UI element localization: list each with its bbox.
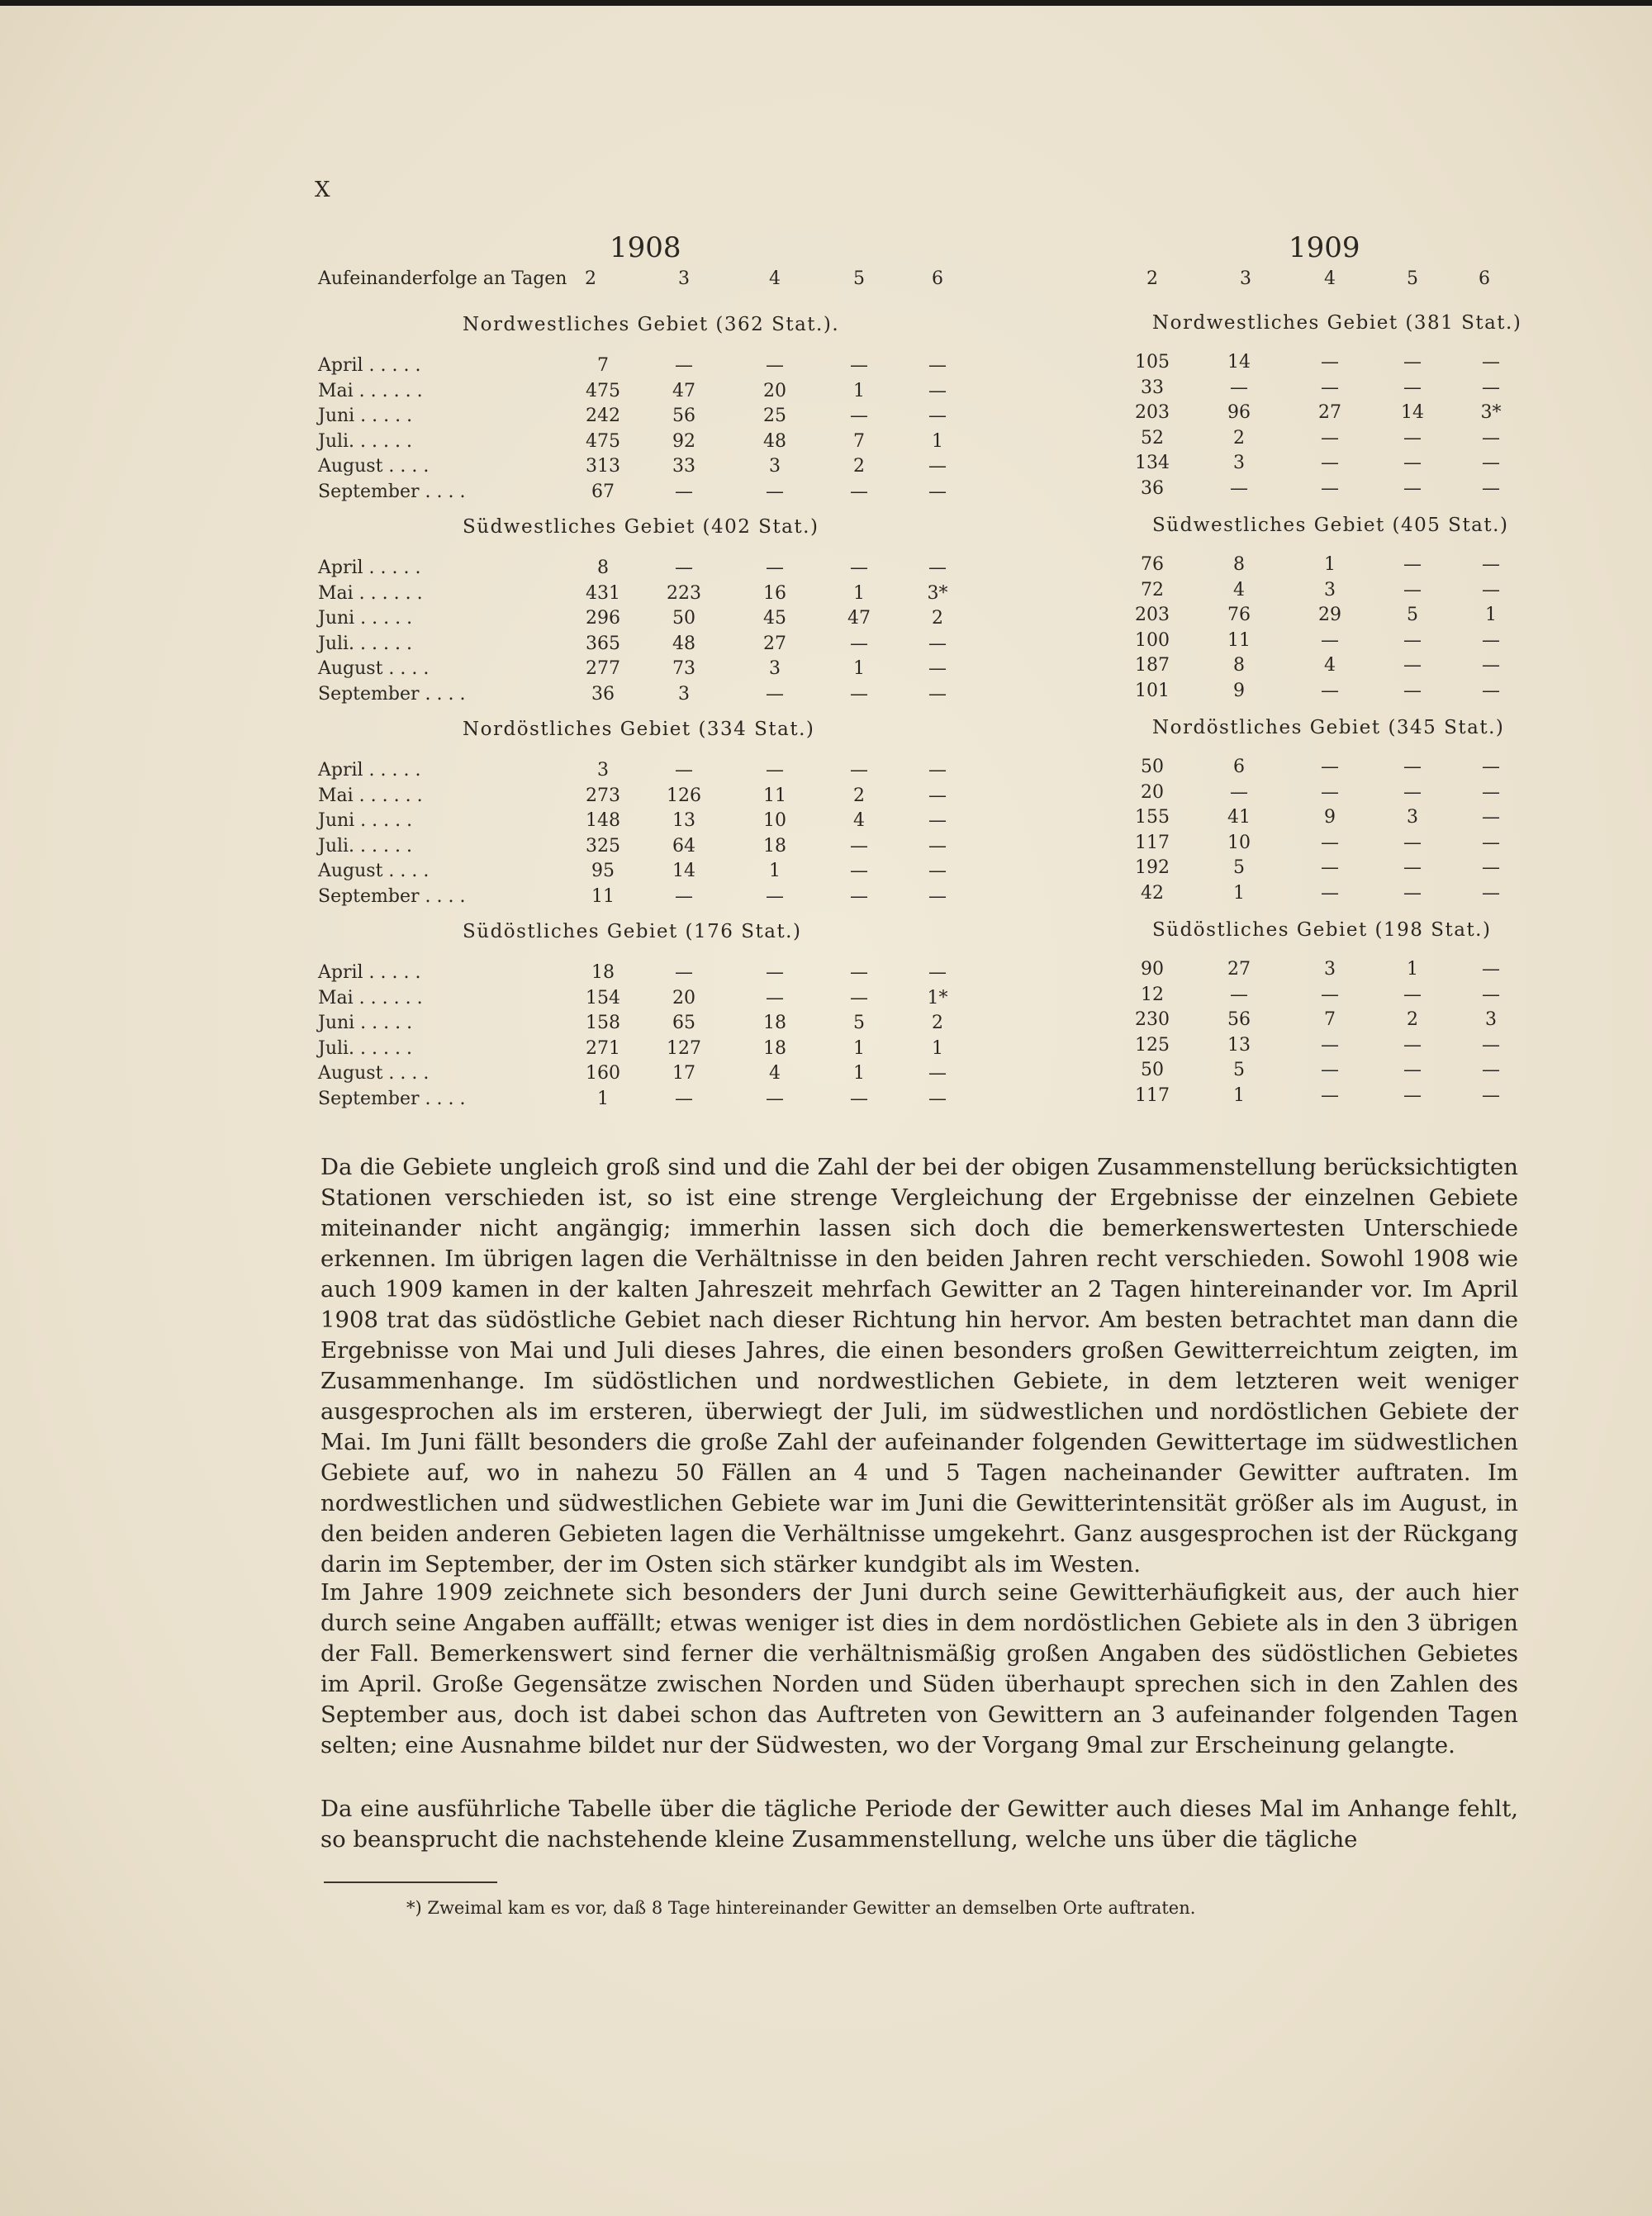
- paragraph-2-text: Im Jahre 1909 zeichnete sich besonders der Juni durch seine Gewitterhäufigkeit aus, der auch hier durch seine Angaben auffällt; etwas weniger ist dies in dem nordöstlichen Gebiete als in den 3 übrigen der Fall. Bemerkenswert sind ferner die verhältnismäßig großen Angaben des südöstlichen Gebietes im April. Große Gegensätze zwischen Norden und Süden überhaupt sprechen sich in den Zahlen des September aus, doch ist dabei schon das Auftreten von Gewittern an 3 aufeinander folgenden Tagen selten; eine Ausnahme bildet nur der Südwesten, wo der Vorgang 9mal zur Erscheinung gelangte.: [320, 1579, 1518, 1758]
- table-cell-1908: 431: [586, 582, 620, 604]
- table-cell-1908: —: [850, 481, 868, 502]
- table-cell-1908: —: [675, 962, 693, 983]
- table-cell-1908: —: [850, 355, 868, 376]
- section-title-1908: Südöstliches Gebiet (176 Stat.): [463, 921, 802, 942]
- table-cell-1909: 134: [1135, 453, 1170, 473]
- day-col-1908: 3: [678, 268, 690, 289]
- paragraph-1: [320, 1152, 1518, 1580]
- table-cell-1908: 47: [847, 608, 871, 629]
- table-cell-1909: —: [1403, 579, 1422, 600]
- table-cell-1909: —: [1403, 1060, 1422, 1080]
- month-label: Mai . . . . . .: [318, 987, 423, 1008]
- table-cell-1908: 277: [586, 658, 620, 679]
- table-cell-1909: —: [1482, 629, 1500, 651]
- paragraph-1-text: Da die Gebiete ungleich groß sind und die Zahl der bei der obigen Zusammenstellung berücksichtigten Stationen verschieden ist, so ist eine strenge Vergleichung der Ergebnisse der einzelnen Gebiete miteinander nicht angängig; immerhin lassen sich doch die bemerkenswertesten Unterschiede erkennen. Im übrigen lagen die Verhältnisse in den beiden Jahren recht verschieden. Sowohl 1908 wie auch 1909 kamen in der kalten Jahreszeit mehrfach Gewitter an 2 Tagen hintereinander vor. Im April 1908 trat das südöstliche Gebiet nach dieser Richtung hin hervor. Am besten betrachtet man dann die Ergebnisse von Mai und Juli dieses Jahres, die einen besonders großen Gewitterreichtum zeigten, im Zusammenhange. Im südöstlichen und nordwestlichen Gebiete, in dem letzteren weit weniger ausgesprochen als im ersteren, überwiegt der Juli, im südwestlichen und nordöstlichen Gebiete der Mai. Im Juni fällt besonders die große Zahl der aufeinander folgenden Gewittertage im südwestlichen Gebiete auf, wo in nahezu 50 Fällen an 4 und 5 Tagen nacheinander Gewitter auftraten. Im nordwestlichen und südwestlichen Gebiete war im Juni die Gewitterintensität größer als im August, in den beiden anderen Gebieten lagen die Verhältnisse umgekehrt. Ganz ausgesprochen ist der Rückgang darin im September, der im Osten sich stärker kundgibt als im Westen.: [320, 1154, 1518, 1578]
- month-label: September . . . .: [318, 1088, 466, 1109]
- table-cell-1908: 5: [853, 1013, 865, 1033]
- table-cell-1908: 223: [667, 582, 701, 604]
- table-cell-1908: 1: [769, 861, 781, 881]
- table-cell-1909: —: [1482, 807, 1500, 828]
- table-cell-1908: —: [766, 962, 784, 983]
- table-cell-1909: 7: [1324, 1009, 1336, 1030]
- table-cell-1908: —: [850, 885, 868, 907]
- month-label: Juni . . . . .: [318, 810, 413, 831]
- table-cell-1909: 125: [1135, 1034, 1170, 1056]
- day-col-1908: 2: [585, 268, 596, 289]
- table-cell-1909: 3: [1324, 959, 1336, 980]
- month-label: September . . . .: [318, 683, 466, 705]
- table-cell-1909: —: [1321, 757, 1339, 777]
- section-title-1909: Südwestliches Gebiet (405 Stat.): [1152, 515, 1509, 536]
- table-cell-1909: —: [1482, 1060, 1500, 1080]
- table-cell-1908: 2: [932, 1013, 943, 1033]
- table-cell-1908: —: [928, 355, 947, 376]
- paragraph-3-text: Da eine ausführliche Tabelle über die tägliche Periode der Gewitter auch dieses Mal im Anhange fehlt, so beansprucht die nachstehende kleine Zusammenstellung, welche uns über die tägliche: [320, 1796, 1518, 1853]
- table-cell-1909: —: [1403, 477, 1422, 499]
- table-cell-1908: 20: [763, 380, 786, 401]
- table-cell-1909: —: [1321, 882, 1339, 904]
- table-cell-1909: —: [1403, 453, 1422, 473]
- paragraph-3: [320, 1794, 1518, 1855]
- table-cell-1909: 100: [1135, 629, 1170, 651]
- table-cell-1908: —: [766, 885, 784, 907]
- table-cell-1908: 4: [769, 1063, 781, 1084]
- day-col-1908: 4: [769, 268, 781, 289]
- table-cell-1909: —: [1482, 984, 1500, 1005]
- month-label: Mai . . . . . .: [318, 582, 423, 604]
- table-cell-1908: 126: [667, 785, 701, 806]
- month-label: Mai . . . . . .: [318, 380, 423, 401]
- table-cell-1908: 11: [763, 785, 786, 806]
- table-cell-1909: 9: [1324, 807, 1336, 828]
- table-cell-1909: —: [1482, 959, 1500, 980]
- table-cell-1908: 64: [672, 835, 695, 857]
- table-cell-1908: —: [928, 1063, 947, 1084]
- table-cell-1909: —: [1321, 832, 1339, 853]
- month-label: Juli. . . . . .: [318, 633, 412, 654]
- table-cell-1908: 36: [591, 683, 615, 705]
- table-cell-1909: 1: [1233, 882, 1245, 904]
- table-cell-1908: 47: [672, 380, 695, 401]
- table-cell-1909: —: [1482, 579, 1500, 600]
- table-cell-1909: 203: [1135, 605, 1170, 625]
- table-cell-1909: 155: [1135, 807, 1170, 828]
- table-cell-1909: 1: [1485, 605, 1497, 625]
- table-cell-1909: —: [1230, 477, 1248, 499]
- table-cell-1909: —: [1482, 477, 1500, 499]
- table-cell-1909: 14: [1401, 402, 1424, 423]
- table-cell-1908: 296: [586, 608, 620, 629]
- table-cell-1908: 18: [763, 1037, 786, 1059]
- section-title-1909: Nordöstliches Gebiet (345 Stat.): [1152, 717, 1505, 738]
- table-cell-1908: —: [928, 456, 947, 477]
- month-label: August . . . .: [318, 861, 430, 881]
- table-cell-1909: 20: [1141, 781, 1164, 803]
- table-cell-1908: 475: [586, 380, 620, 401]
- table-cell-1908: —: [928, 683, 947, 705]
- table-cell-1908: —: [850, 1088, 868, 1109]
- table-cell-1909: —: [1403, 1034, 1422, 1056]
- table-cell-1909: 50: [1141, 757, 1164, 777]
- table-cell-1908: —: [928, 481, 947, 502]
- table-cell-1909: —: [1482, 832, 1500, 853]
- table-cell-1909: 56: [1227, 1009, 1251, 1030]
- table-cell-1908: —: [766, 558, 784, 578]
- table-cell-1908: 127: [667, 1037, 701, 1059]
- table-cell-1909: —: [1321, 377, 1339, 398]
- table-cell-1909: —: [1321, 427, 1339, 448]
- table-cell-1909: —: [1403, 757, 1422, 777]
- table-cell-1909: 41: [1227, 807, 1251, 828]
- table-cell-1909: 3: [1407, 807, 1418, 828]
- table-cell-1909: 13: [1227, 1034, 1251, 1056]
- scan-edge: [0, 0, 1652, 6]
- month-label: April . . . . .: [318, 558, 421, 578]
- table-cell-1908: —: [766, 481, 784, 502]
- day-col-1908: 5: [853, 268, 865, 289]
- table-cell-1909: —: [1230, 377, 1248, 398]
- table-cell-1908: 8: [597, 558, 609, 578]
- table-cell-1909: —: [1482, 757, 1500, 777]
- month-label: September . . . .: [318, 481, 466, 502]
- table-cell-1909: 5: [1233, 857, 1245, 878]
- table-cell-1908: —: [928, 558, 947, 578]
- month-label: Juli. . . . . .: [318, 430, 412, 452]
- table-cell-1909: 105: [1135, 352, 1170, 372]
- table-cell-1908: —: [928, 861, 947, 881]
- table-cell-1908: 242: [586, 406, 620, 426]
- table-cell-1908: 45: [763, 608, 786, 629]
- table-cell-1908: —: [675, 1088, 693, 1109]
- footnote-rule: [324, 1881, 497, 1883]
- table-cell-1908: 2: [932, 608, 943, 629]
- table-cell-1909: 1: [1324, 554, 1336, 575]
- table-cell-1908: —: [928, 785, 947, 806]
- table-cell-1908: 16: [763, 582, 786, 604]
- month-label: September . . . .: [318, 885, 466, 907]
- table-cell-1909: 72: [1141, 579, 1164, 600]
- table-cell-1909: —: [1403, 427, 1422, 448]
- table-cell-1908: 4: [853, 810, 865, 831]
- table-cell-1908: —: [675, 760, 693, 781]
- table-cell-1908: 14: [672, 861, 695, 881]
- table-cell-1909: —: [1482, 377, 1500, 398]
- table-cell-1908: —: [766, 1088, 784, 1109]
- section-title-1909: Südöstliches Gebiet (198 Stat.): [1152, 919, 1492, 941]
- table-cell-1908: 1: [853, 658, 865, 679]
- table-cell-1908: —: [675, 558, 693, 578]
- table-cell-1909: —: [1321, 857, 1339, 878]
- month-label: Juni . . . . .: [318, 406, 413, 426]
- table-cell-1908: 148: [586, 810, 620, 831]
- table-cell-1908: —: [928, 658, 947, 679]
- table-cell-1909: —: [1482, 1034, 1500, 1056]
- table-cell-1909: 3: [1485, 1009, 1497, 1030]
- table-cell-1908: 1: [853, 582, 865, 604]
- table-cell-1909: 101: [1135, 680, 1170, 701]
- table-cell-1909: —: [1321, 984, 1339, 1005]
- table-cell-1909: —: [1482, 882, 1500, 904]
- table-cell-1908: 1*: [927, 987, 948, 1008]
- table-cell-1909: —: [1482, 857, 1500, 878]
- month-label: Juni . . . . .: [318, 608, 413, 629]
- table-cell-1909: 76: [1227, 605, 1251, 625]
- table-cell-1909: 203: [1135, 402, 1170, 423]
- section-title-1908: Nordwestliches Gebiet (362 Stat.).: [463, 314, 840, 335]
- table-cell-1909: —: [1321, 629, 1339, 651]
- table-cell-1908: 65: [672, 1013, 695, 1033]
- table-cell-1908: 3: [597, 760, 609, 781]
- paragraph-2: [320, 1578, 1518, 1761]
- table-cell-1909: —: [1403, 857, 1422, 878]
- table-cell-1909: 117: [1135, 832, 1170, 853]
- table-cell-1908: —: [850, 760, 868, 781]
- table-cell-1909: 4: [1324, 655, 1336, 676]
- table-cell-1908: 273: [586, 785, 620, 806]
- table-cell-1908: 25: [763, 406, 786, 426]
- table-cell-1908: 18: [763, 1013, 786, 1033]
- table-cell-1909: 96: [1227, 402, 1251, 423]
- table-cell-1908: 48: [672, 633, 695, 654]
- day-col-1909: 2: [1146, 268, 1158, 289]
- page-number: X: [315, 178, 330, 202]
- day-col-1908: 6: [932, 268, 943, 289]
- table-cell-1908: —: [766, 355, 784, 376]
- table-cell-1908: —: [766, 760, 784, 781]
- table-cell-1909: —: [1321, 1084, 1339, 1106]
- table-cell-1909: —: [1403, 832, 1422, 853]
- table-cell-1908: —: [928, 835, 947, 857]
- table-cell-1908: —: [928, 885, 947, 907]
- table-cell-1908: —: [850, 683, 868, 705]
- table-cell-1908: 13: [672, 810, 695, 831]
- table-cell-1909: —: [1482, 1084, 1500, 1106]
- table-cell-1909: 117: [1135, 1084, 1170, 1106]
- table-cell-1909: —: [1321, 680, 1339, 701]
- footnote: *) Zweimal kam es vor, daß 8 Tage hintereinander Gewitter an demselben Orte auftraten.: [406, 1898, 1196, 1918]
- table-cell-1908: 1: [853, 1037, 865, 1059]
- table-cell-1909: —: [1403, 1084, 1422, 1106]
- table-cell-1909: —: [1482, 427, 1500, 448]
- table-cell-1909: 14: [1227, 352, 1251, 372]
- table-cell-1909: —: [1403, 680, 1422, 701]
- table-cell-1909: 10: [1227, 832, 1251, 853]
- table-cell-1909: 2: [1233, 427, 1245, 448]
- table-cell-1909: 3: [1324, 579, 1336, 600]
- table-cell-1909: —: [1321, 352, 1339, 372]
- table-cell-1908: —: [928, 633, 947, 654]
- table-cell-1909: —: [1482, 655, 1500, 676]
- table-cell-1908: —: [850, 987, 868, 1008]
- table-cell-1908: —: [766, 683, 784, 705]
- table-cell-1908: —: [850, 406, 868, 426]
- table-cell-1909: —: [1403, 377, 1422, 398]
- table-cell-1908: 11: [591, 885, 615, 907]
- table-cell-1908: 20: [672, 987, 695, 1008]
- table-cell-1908: —: [928, 1088, 947, 1109]
- table-cell-1909: —: [1230, 781, 1248, 803]
- table-cell-1909: 230: [1135, 1009, 1170, 1030]
- table-cell-1908: 27: [763, 633, 786, 654]
- table-cell-1908: 1: [853, 380, 865, 401]
- month-label: April . . . . .: [318, 760, 421, 781]
- table-cell-1909: 187: [1135, 655, 1170, 676]
- table-cell-1909: 6: [1233, 757, 1245, 777]
- table-cell-1909: 42: [1141, 882, 1164, 904]
- table-cell-1909: 27: [1227, 959, 1251, 980]
- table-cell-1908: 33: [672, 456, 695, 477]
- table-cell-1909: —: [1321, 781, 1339, 803]
- month-label: August . . . .: [318, 658, 430, 679]
- table-cell-1908: —: [766, 987, 784, 1008]
- table-cell-1908: 56: [672, 406, 695, 426]
- table-cell-1908: 7: [853, 430, 865, 452]
- table-cell-1908: 3: [769, 456, 781, 477]
- table-cell-1908: —: [928, 760, 947, 781]
- table-cell-1909: 27: [1318, 402, 1341, 423]
- table-cell-1909: —: [1321, 477, 1339, 499]
- table-cell-1908: 1: [932, 430, 943, 452]
- table-cell-1908: 3*: [927, 582, 948, 604]
- table-cell-1908: —: [850, 962, 868, 983]
- table-cell-1908: 160: [586, 1063, 620, 1084]
- table-cell-1909: 192: [1135, 857, 1170, 878]
- year-1909-heading: 1909: [1289, 231, 1360, 264]
- table-cell-1909: —: [1482, 680, 1500, 701]
- table-cell-1909: —: [1403, 554, 1422, 575]
- table-cell-1909: —: [1482, 352, 1500, 372]
- table-cell-1908: 154: [586, 987, 620, 1008]
- table-cell-1908: 2: [853, 785, 865, 806]
- table-cell-1909: —: [1482, 554, 1500, 575]
- day-col-1909: 6: [1479, 268, 1490, 289]
- table-cell-1909: 8: [1233, 655, 1245, 676]
- day-col-1909: 4: [1324, 268, 1336, 289]
- table-cell-1909: 5: [1407, 605, 1418, 625]
- year-1908-heading: 1908: [610, 231, 681, 264]
- table-cell-1909: —: [1482, 453, 1500, 473]
- month-label: Mai . . . . . .: [318, 785, 423, 806]
- day-col-1909: 5: [1407, 268, 1418, 289]
- month-label: Juni . . . . .: [318, 1013, 413, 1033]
- table-cell-1909: 4: [1233, 579, 1245, 600]
- table-cell-1908: —: [850, 558, 868, 578]
- table-cell-1908: 313: [586, 456, 620, 477]
- table-cell-1909: —: [1321, 1034, 1339, 1056]
- table-cell-1908: 18: [763, 835, 786, 857]
- table-cell-1908: 3: [678, 683, 690, 705]
- table-cell-1909: 8: [1233, 554, 1245, 575]
- table-cell-1909: —: [1321, 1060, 1339, 1080]
- table-cell-1909: —: [1482, 781, 1500, 803]
- month-label: August . . . .: [318, 456, 430, 477]
- table-cell-1908: 10: [763, 810, 786, 831]
- table-cell-1909: 50: [1141, 1060, 1164, 1080]
- day-col-1909: 3: [1240, 268, 1251, 289]
- table-cell-1909: 52: [1141, 427, 1164, 448]
- table-cell-1908: 17: [672, 1063, 695, 1084]
- table-cell-1909: 1: [1407, 959, 1418, 980]
- table-cell-1909: 12: [1141, 984, 1164, 1005]
- table-cell-1908: 95: [591, 861, 615, 881]
- table-cell-1908: —: [675, 481, 693, 502]
- month-label: Juli. . . . . .: [318, 1037, 412, 1059]
- table-cell-1909: —: [1403, 882, 1422, 904]
- table-cell-1908: 50: [672, 608, 695, 629]
- month-label: April . . . . .: [318, 355, 421, 376]
- month-label: April . . . . .: [318, 962, 421, 983]
- table-cell-1908: 158: [586, 1013, 620, 1033]
- table-cell-1908: 2: [853, 456, 865, 477]
- table-cell-1909: 33: [1141, 377, 1164, 398]
- table-cell-1908: 1: [932, 1037, 943, 1059]
- table-cell-1909: —: [1403, 629, 1422, 651]
- table-cell-1909: —: [1403, 352, 1422, 372]
- table-cell-1909: 29: [1318, 605, 1341, 625]
- table-cell-1908: —: [850, 835, 868, 857]
- sequence-header-label: Aufeinanderfolge an Tagen: [318, 268, 567, 289]
- table-cell-1908: 92: [672, 430, 695, 452]
- section-title-1908: Nordöstliches Gebiet (334 Stat.): [463, 719, 815, 740]
- section-title-1909: Nordwestliches Gebiet (381 Stat.): [1152, 312, 1522, 334]
- table-cell-1909: 3: [1233, 453, 1245, 473]
- table-cell-1909: 1: [1233, 1084, 1245, 1106]
- table-cell-1908: —: [928, 380, 947, 401]
- table-cell-1908: 1: [853, 1063, 865, 1084]
- table-cell-1908: —: [928, 962, 947, 983]
- table-cell-1909: 2: [1407, 1009, 1418, 1030]
- table-cell-1909: 76: [1141, 554, 1164, 575]
- table-cell-1908: 18: [591, 962, 615, 983]
- table-cell-1908: 325: [586, 835, 620, 857]
- section-title-1908: Südwestliches Gebiet (402 Stat.): [463, 516, 819, 538]
- table-cell-1908: —: [850, 633, 868, 654]
- table-cell-1908: —: [850, 861, 868, 881]
- table-cell-1909: —: [1403, 655, 1422, 676]
- table-cell-1908: 7: [597, 355, 609, 376]
- table-cell-1909: 3*: [1480, 402, 1502, 423]
- table-cell-1909: 90: [1141, 959, 1164, 980]
- table-cell-1908: 3: [769, 658, 781, 679]
- table-cell-1908: 67: [591, 481, 615, 502]
- table-cell-1908: 1: [597, 1088, 609, 1109]
- table-cell-1909: —: [1230, 984, 1248, 1005]
- table-cell-1908: 365: [586, 633, 620, 654]
- table-cell-1909: 11: [1227, 629, 1251, 651]
- month-label: August . . . .: [318, 1063, 430, 1084]
- table-cell-1909: 36: [1141, 477, 1164, 499]
- table-cell-1908: 48: [763, 430, 786, 452]
- table-cell-1909: 9: [1233, 680, 1245, 701]
- table-cell-1908: —: [928, 406, 947, 426]
- table-cell-1909: —: [1403, 984, 1422, 1005]
- table-cell-1909: —: [1403, 781, 1422, 803]
- table-cell-1908: 475: [586, 430, 620, 452]
- table-cell-1909: —: [1321, 453, 1339, 473]
- table-cell-1908: 271: [586, 1037, 620, 1059]
- month-label: Juli. . . . . .: [318, 835, 412, 857]
- table-cell-1908: 73: [672, 658, 695, 679]
- table-cell-1908: —: [928, 810, 947, 831]
- table-cell-1908: —: [675, 885, 693, 907]
- table-cell-1909: 5: [1233, 1060, 1245, 1080]
- table-cell-1908: —: [675, 355, 693, 376]
